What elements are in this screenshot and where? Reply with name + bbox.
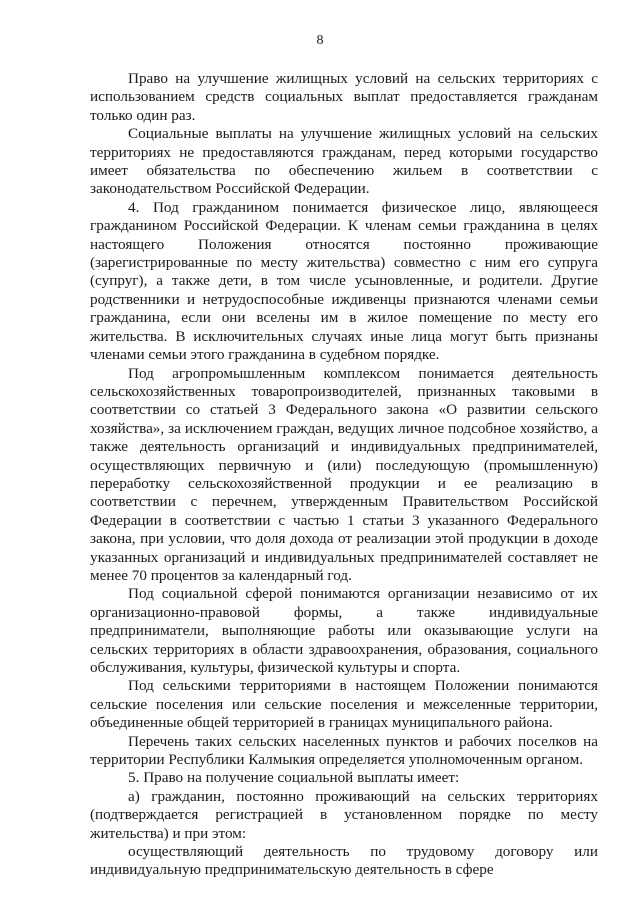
page-number: 8 xyxy=(316,33,324,48)
paragraph: а) гражданин, постоянно проживающий на сельских территориях (подтверждается регистрацией в установленном порядке по месту жительства) и при этом: xyxy=(90,787,598,842)
paragraph: Под социальной сферой понимаются организации независимо от их организационно-правовой формы, а также индивидуальные предприниматели, выполняющие работы или оказывающие услуги на сельских территориях в области здравоохранения, образования, социального обслуживания, культуры, физической культуры и спорта. xyxy=(90,585,598,676)
document-body xyxy=(90,70,598,880)
paragraph: Перечень таких сельских населенных пунктов и рабочих поселков на территории Республики Калмыкия определяется уполномоченным органом. xyxy=(90,732,598,769)
paragraph: Под агропромышленным комплексом понимается деятельность сельскохозяйственных товаропроизводителей, признанных таковыми в соответствии со статьей 3 Федерального закона «О развитии сельского хозяйства», за исключением граждан, ведущих личное подсобное хозяйство, а также деятельность организаций и индивидуальных предпринимателей, осуществляющих первичную и (или) последующую (промышленную) переработку сельскохозяйственной продукции и ее реализацию в соответствии с перечнем, утвержденным Правительством Российской Федерации в соответствии с частью 1 статьи 3 указанного Федерального закона, при условии, что доля дохода от реализации этой продукции в доходе указанных организаций и индивидуальных предпринимателей составляет не менее 70 процентов за календарный год. xyxy=(90,364,598,584)
paragraph: Социальные выплаты на улучшение жилищных условий на сельских территориях не предоставляются гражданам, перед которыми государство имеет обязательства по обеспечению жильем в соответствии с законодательством Российской Федерации. xyxy=(90,125,598,198)
paragraph: Право на улучшение жилищных условий на сельских территориях с использованием средств социальных выплат предоставляется гражданам только один раз. xyxy=(90,70,598,124)
paragraph: Под сельскими территориями в настоящем Положении понимаются сельские поселения или сельские поселения и межселенные территории, объединенные общей территорией в границах муниципального района. xyxy=(90,677,598,732)
paragraph: 5. Право на получение социальной выплаты имеет: xyxy=(128,769,460,787)
paragraph: осуществляющий деятельность по трудовому договору или индивидуальную предпринимательскую деятельность в сфере xyxy=(90,843,598,879)
paragraph: 4. Под гражданином понимается физическое лицо, являющееся гражданином Российской Федерации. К членам семьи гражданина в целях настоящего Положения относятся постоянно проживающие (зарегистрированные по месту жительства) совместно с ним его супруга (супруг), а также дети, в том числе усыновленные, и родители. Другие родственники и нетрудоспособные иждивенцы признаются членами семьи гражданина, если они вселены им в жилое помещение по месту его жительства. В исключительных случаях иные лица могут быть признаны членами семьи этого гражданина в судебном порядке. xyxy=(90,198,598,364)
